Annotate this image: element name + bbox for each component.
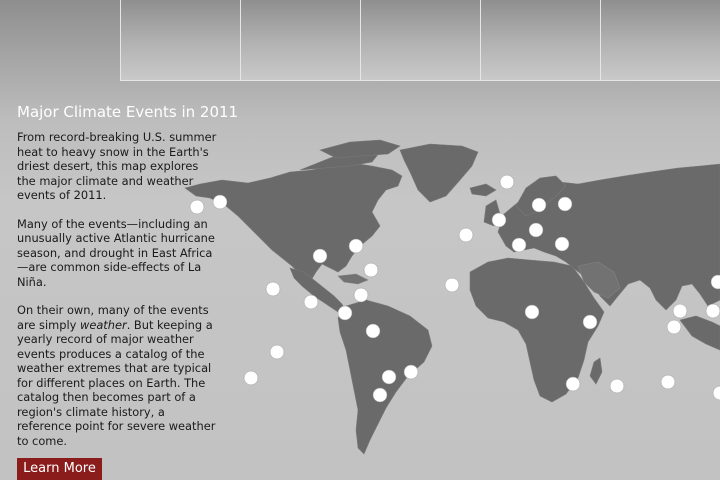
event-marker[interactable] [512, 238, 526, 252]
page-title: Major Climate Events in 2011 [17, 103, 239, 121]
event-marker[interactable] [313, 249, 327, 263]
caribbean [338, 274, 368, 284]
event-marker[interactable] [404, 365, 418, 379]
southeast-asia-islands [680, 316, 720, 350]
greenland [400, 144, 478, 202]
event-marker[interactable] [661, 375, 675, 389]
continents [185, 140, 720, 454]
event-marker[interactable] [364, 263, 378, 277]
event-marker[interactable] [558, 197, 572, 211]
event-marker[interactable] [459, 228, 473, 242]
event-marker[interactable] [338, 306, 352, 320]
event-marker[interactable] [244, 371, 258, 385]
event-marker[interactable] [349, 239, 363, 253]
arctic-islands [320, 140, 400, 158]
event-marker[interactable] [266, 282, 280, 296]
event-marker[interactable] [373, 388, 387, 402]
intro-paragraph-3 [17, 303, 217, 448]
event-marker[interactable] [304, 295, 318, 309]
event-marker[interactable] [706, 304, 720, 318]
event-marker[interactable] [667, 320, 681, 334]
event-marker[interactable] [354, 288, 368, 302]
intro-paragraph-3-end: . But keeping a yearly record of major weather events produces a catalog of the weather extremes that are typical for different places on Earth. The catalog then becomes part of a region's climate history, a reference point for severe weather to come. [17, 317, 216, 448]
intro-paragraph-3-emphasis: weather [80, 317, 127, 332]
madagascar [590, 358, 602, 384]
event-marker[interactable] [583, 315, 597, 329]
intro-paragraph-3-start: On their own, many of the events are simply [17, 303, 209, 332]
event-marker[interactable] [500, 175, 514, 189]
intro-paragraph-2: Many of the events—including an unusually active Atlantic hurricane season, and drought in East Africa—are common side-effects of La Niña. [17, 216, 215, 289]
intro-panel [17, 103, 239, 462]
event-marker[interactable] [270, 345, 284, 359]
intro-paragraph-1: From record-breaking U.S. summer heat to heavy snow in the Earth's driest desert, this map explores the major climate and weather events of 2011. [17, 130, 217, 202]
learn-more-button[interactable]: Learn More [17, 458, 102, 480]
event-marker[interactable] [566, 377, 580, 391]
event-marker[interactable] [529, 223, 543, 237]
event-marker[interactable] [532, 198, 546, 212]
event-marker[interactable] [610, 379, 624, 393]
event-marker[interactable] [555, 237, 569, 251]
iceland [470, 184, 496, 196]
central-america [290, 268, 346, 312]
event-marker[interactable] [445, 278, 459, 292]
event-marker[interactable] [673, 304, 687, 318]
event-marker[interactable] [492, 213, 506, 227]
event-marker[interactable] [525, 305, 539, 319]
event-marker[interactable] [366, 324, 380, 338]
event-marker[interactable] [713, 386, 720, 400]
event-marker[interactable] [382, 370, 396, 384]
